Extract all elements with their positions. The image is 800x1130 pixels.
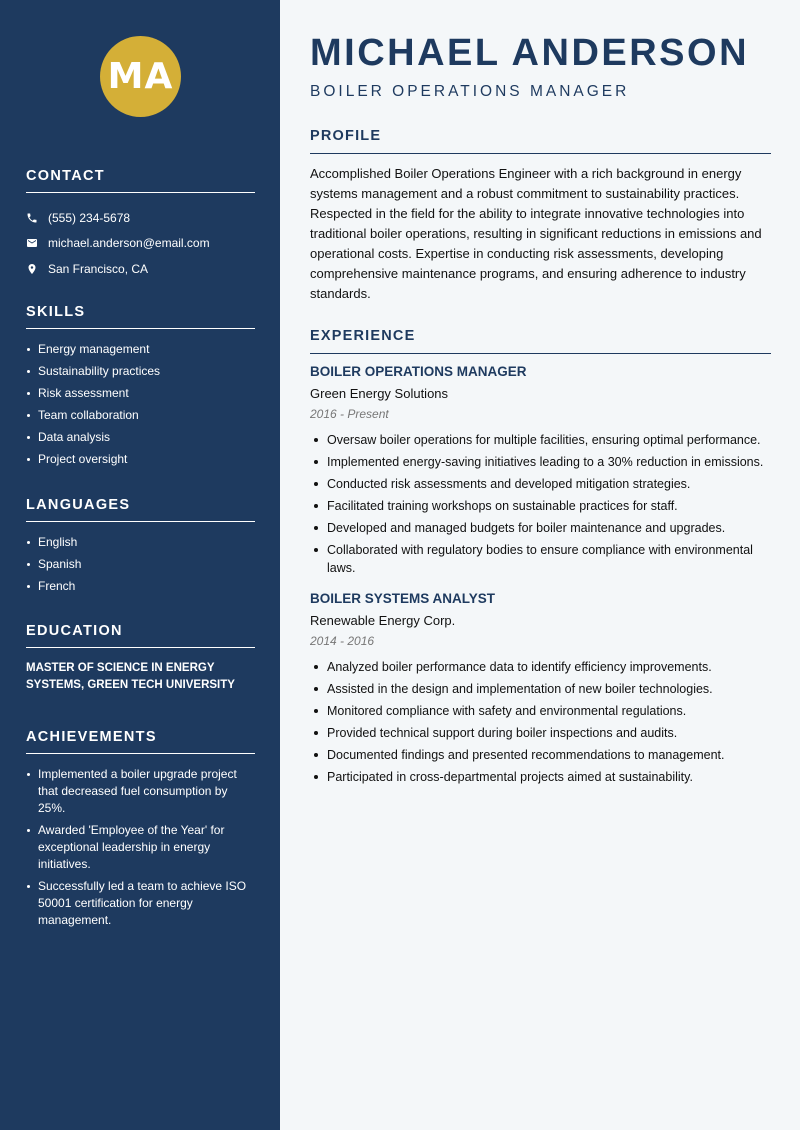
job-dates: 2014 - 2016 [310, 634, 375, 648]
job-title: BOILER OPERATIONS MANAGER [310, 364, 527, 379]
achievements-heading: ACHIEVEMENTS [26, 729, 255, 754]
achievement-item: Successfully led a team to achieve ISO 50001 certification for energy management. [26, 878, 255, 929]
job-bullet: Facilitated training workshops on sustainable practices for staff. [310, 497, 771, 515]
achievements-list [26, 766, 255, 929]
language-item: English [26, 534, 255, 551]
profile-section [310, 128, 771, 304]
achievement-item: Awarded 'Employee of the Year' for exceptional leadership in energy initiatives. [26, 822, 255, 873]
education-section [26, 623, 255, 694]
experience-section [310, 328, 771, 790]
language-item: French [26, 578, 255, 595]
languages-list [26, 534, 255, 595]
job-bullet: Analyzed boiler performance data to identify efficiency improvements. [310, 658, 771, 676]
skills-list [26, 341, 255, 468]
sidebar [0, 0, 280, 1130]
job-bullets [310, 658, 771, 786]
job-bullet: Implemented energy-saving initiatives leading to a 30% reduction in emissions. [310, 453, 771, 471]
phone-icon [26, 212, 38, 224]
skill-item: Energy management [26, 341, 255, 358]
education-degree: MASTER OF SCIENCE IN ENERGY SYSTEMS, GREEN TECH UNIVERSITY [26, 662, 235, 691]
language-item: Spanish [26, 556, 255, 573]
skill-item: Data analysis [26, 429, 255, 446]
job-bullets [310, 431, 771, 577]
location-pin-icon [26, 263, 38, 275]
candidate-title: BOILER OPERATIONS MANAGER [310, 83, 630, 100]
job-bullet: Documented findings and presented recommendations to management. [310, 746, 771, 764]
job-bullet: Monitored compliance with safety and environmental regulations. [310, 702, 771, 720]
email-text: michael.anderson@email.com [48, 236, 210, 251]
job-bullet: Participated in cross-departmental projects aimed at sustainability. [310, 768, 771, 786]
phone-text: (555) 234-5678 [48, 210, 131, 225]
achievement-item: Implemented a boiler upgrade project that decreased fuel consumption by 25%. [26, 766, 255, 817]
job-bullet: Provided technical support during boiler inspections and audits. [310, 724, 771, 742]
contact-email [26, 231, 255, 257]
education-heading: EDUCATION [26, 623, 255, 648]
avatar: MA [100, 36, 181, 117]
job-bullet: Assisted in the design and implementation of new boiler technologies. [310, 680, 771, 698]
skill-item: Project oversight [26, 451, 255, 468]
contact-section [26, 168, 255, 282]
skill-item: Sustainability practices [26, 363, 255, 380]
job-bullet: Oversaw boiler operations for multiple facilities, ensuring optimal performance. [310, 431, 771, 449]
job-dates: 2016 - Present [310, 407, 389, 421]
contact-heading: CONTACT [26, 168, 255, 193]
job-company: Renewable Energy Corp. [310, 613, 456, 628]
experience-heading: EXPERIENCE [310, 328, 771, 354]
job-title: BOILER SYSTEMS ANALYST [310, 591, 496, 606]
location-text: San Francisco, CA [48, 261, 149, 276]
profile-heading: PROFILE [310, 128, 771, 154]
job-entry [310, 364, 771, 577]
skills-section [26, 304, 255, 473]
job-company: Green Energy Solutions [310, 386, 449, 401]
languages-heading: LANGUAGES [26, 497, 255, 522]
job-bullet: Developed and managed budgets for boiler maintenance and upgrades. [310, 519, 771, 537]
languages-section [26, 497, 255, 600]
job-entry [310, 591, 771, 786]
email-icon [26, 237, 38, 249]
profile-text: Accomplished Boiler Operations Engineer with a rich background in energy systems management and a robust commitment to sustainability practices. Respected in the field for the ability to integrate innovative technologies into traditional boiler operations, resulting in significant reductions in emissions and operational costs. Expertise in conducting risk assessments, developing comprehensive maintenance programs, and ensuring adherence to industry standards. [310, 166, 762, 301]
job-bullet: Collaborated with regulatory bodies to ensure compliance with environmental laws. [310, 541, 771, 577]
job-bullet: Conducted risk assessments and developed mitigation strategies. [310, 475, 771, 493]
skill-item: Risk assessment [26, 385, 255, 402]
skills-heading: SKILLS [26, 304, 255, 329]
achievements-section [26, 729, 255, 934]
skill-item: Team collaboration [26, 407, 255, 424]
contact-location [26, 256, 255, 282]
contact-phone [26, 205, 255, 231]
candidate-name: MICHAEL ANDERSON [310, 32, 750, 74]
